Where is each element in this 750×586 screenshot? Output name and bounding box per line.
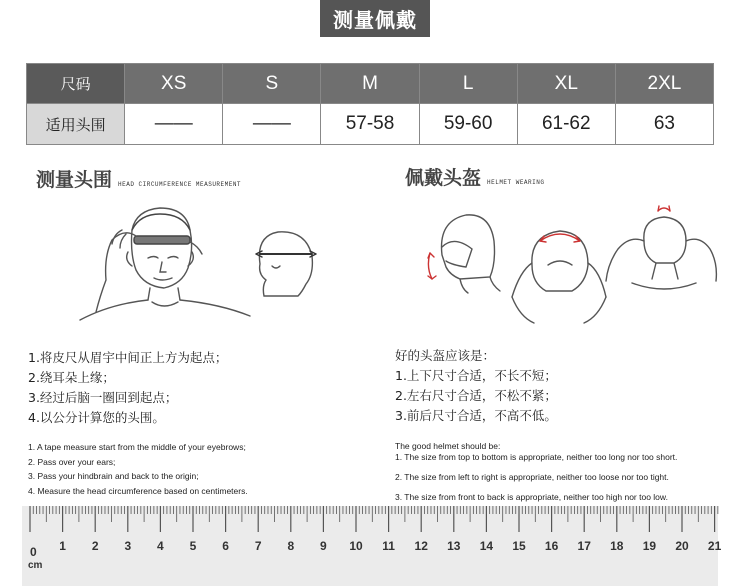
wearing-points-cn <box>395 346 557 426</box>
ruler-label: 20 <box>675 539 689 553</box>
ruler-label: 7 <box>254 539 262 553</box>
page-title: 测量佩戴 <box>320 0 430 37</box>
wearing-point-en: 2. The size from left to right is appropriate, neither too loose nor too tight. <box>395 472 669 482</box>
wearing-point-cn: 2.左右尺寸合适，不松不紧； <box>395 388 557 403</box>
circumference-cell: —— <box>223 104 321 145</box>
wearing-point-en: 1. The size from top to bottom is appropriate, neither too long nor too short. <box>395 452 678 462</box>
centimeter-ruler <box>22 506 722 586</box>
wearing-section-heading <box>405 163 544 190</box>
circumference-row <box>27 104 714 145</box>
ruler-label: 1 <box>59 539 66 553</box>
size-row <box>27 64 714 104</box>
measure-step-en: 1. A tape measure start from the middle of your eyebrows; <box>28 442 246 452</box>
measure-step-en: 2. Pass over your ears; <box>28 456 116 467</box>
circumference-row-label: 适用头围 <box>27 104 125 145</box>
wearing-intro-en: The good helmet should be: <box>395 441 501 451</box>
ruler-label: 5 <box>189 539 197 553</box>
size-cell: M <box>321 64 419 104</box>
measure-title-en: HEAD CIRCUMFERENCE MEASUREMENT <box>118 181 242 188</box>
wearing-point-en: 3. The size from front to back is appropriate, neither too high nor too low. <box>395 492 668 502</box>
measure-steps-cn <box>28 348 227 428</box>
wearing-point-cn: 1.上下尺寸合适，不长不短； <box>395 368 557 383</box>
measure-title-cn: 测量头围 <box>36 169 113 191</box>
circumference-cell: —— <box>125 104 223 145</box>
head-measure-illustration <box>40 200 340 325</box>
measure-step-en: 3. Pass your hindbrain and back to the origin; <box>28 471 199 481</box>
circumference-cell: 57-58 <box>321 104 419 145</box>
measure-step-en: 4. Measure the head circumference based on centimeters. <box>28 485 248 496</box>
measure-step-cn: 4.以公分计算您的头围。 <box>28 410 165 425</box>
size-cell: L <box>419 64 517 104</box>
wearing-title-en: HELMET WEARING <box>487 179 545 186</box>
measure-steps-en <box>28 440 248 498</box>
ruler-label: 21 <box>707 539 722 553</box>
ruler-label: 8 <box>287 539 295 553</box>
circumference-cell: 63 <box>615 104 713 145</box>
ruler-label: 12 <box>414 539 428 553</box>
size-chart-table <box>26 63 714 145</box>
size-header-label: 尺码 <box>27 64 125 104</box>
ruler-label: 15 <box>512 539 526 553</box>
wearing-point-cn: 3.前后尺寸合适，不高不低。 <box>395 408 557 423</box>
wearing-intro-cn: 好的头盔应该是： <box>395 348 496 363</box>
ruler-label: 2 <box>91 539 99 553</box>
helmet-wearing-illustration <box>420 205 720 330</box>
measure-step-cn: 2.绕耳朵上缘； <box>28 370 115 385</box>
wearing-title-cn: 佩戴头盔 <box>405 167 482 189</box>
ruler-label: 3 <box>124 539 132 553</box>
ruler-label: 14 <box>479 539 494 553</box>
size-cell: XL <box>517 64 615 104</box>
circumference-cell: 61-62 <box>517 104 615 145</box>
measure-step-cn: 1.将皮尺从眉宇中间正上方为起点； <box>28 350 228 365</box>
wearing-points-en <box>395 441 677 502</box>
ruler-label: 9 <box>320 539 327 553</box>
ruler-unit: cm <box>28 560 43 571</box>
ruler-label: 6 <box>222 539 229 553</box>
ruler-label: 18 <box>610 539 624 553</box>
ruler-label: 4 <box>157 539 164 553</box>
size-cell: S <box>223 64 321 104</box>
ruler-label: 11 <box>382 539 395 553</box>
ruler-label: 10 <box>349 539 363 553</box>
ruler-label: 16 <box>544 539 559 553</box>
circumference-cell: 59-60 <box>419 104 517 145</box>
ruler-label: 19 <box>642 539 657 553</box>
measure-section-heading <box>36 165 241 192</box>
size-cell: XS <box>125 64 223 104</box>
ruler-label: 13 <box>447 539 461 553</box>
measure-step-cn: 3.经过后脑一圈回到起点； <box>28 390 178 405</box>
ruler-label: 0 <box>30 545 37 559</box>
ruler-label: 17 <box>577 539 591 553</box>
size-cell: 2XL <box>615 64 713 104</box>
